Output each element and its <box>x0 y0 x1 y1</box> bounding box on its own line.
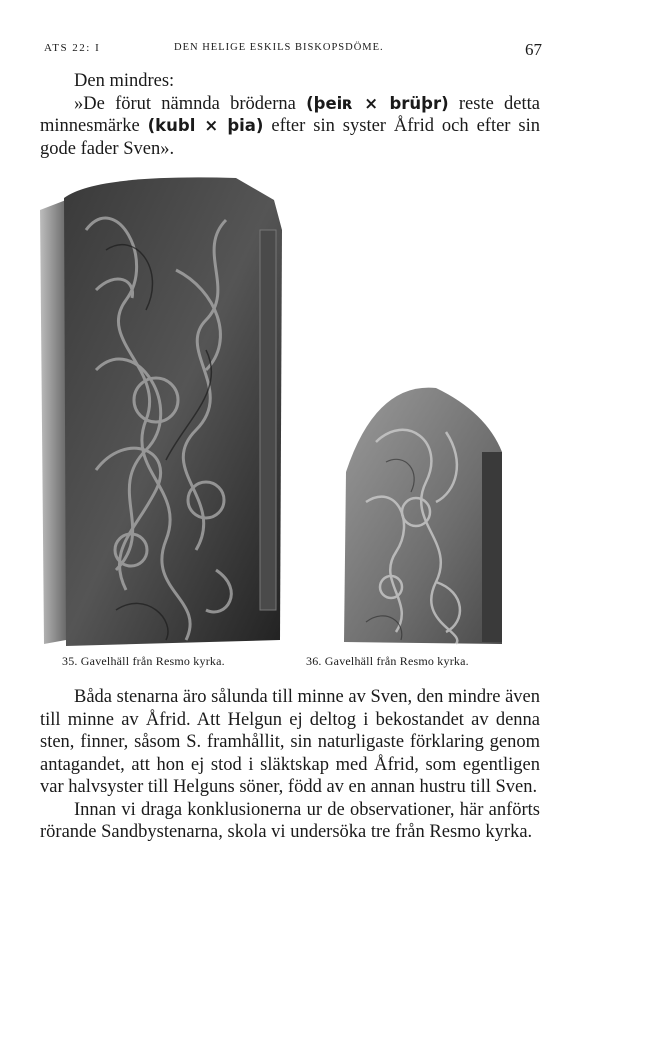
runic-transliteration-1: (þeiʀ × brüþr) <box>306 93 449 113</box>
stone-36-image <box>336 382 506 650</box>
quote-end: efter sin syster Åfrid och efter sin gode fader Sven». <box>40 116 541 159</box>
body-paragraph-1: Båda stenarna äro sålunda till minne av Sven, den mindre även till minne av Åfrid. Att Helgun ej deltog i bekostandet av denna sten, finner, såsom S. framhållit, sin naturligaste förklaring genom antagandet, att hon ej stod i släktskap med Åfrid, som egentligen var halvsyster till Helguns söner, född av en annan hustru till Sven. <box>40 687 540 797</box>
body-text <box>40 686 540 844</box>
header-title: DEN HELIGE ESKILS BISKOPSDÖME. <box>174 42 384 53</box>
page-number: 67 <box>525 40 542 59</box>
figure-36-caption: 36. Gavelhäll från Resmo kyrka. <box>306 654 469 668</box>
figure-35-stone-photo <box>36 170 286 648</box>
body-paragraph-2: Innan vi draga konklusionerna ur de observationer, här anförts rörande Sandbystenarna, skola vi undersöka tre från Resmo kyrka. <box>40 799 540 842</box>
running-head <box>44 40 542 64</box>
quote-mid: reste detta minnesmärke <box>40 93 541 136</box>
quote-start: »De förut nämnda bröderna <box>74 93 307 114</box>
figure-36-stone-photo <box>336 382 506 650</box>
runic-transliteration-2: (kubl × þia) <box>147 116 264 135</box>
stone-35-image <box>36 170 286 648</box>
figure-35-caption: 35. Gavelhäll från Resmo kyrka. <box>62 654 225 668</box>
intro-line: Den mindres: <box>74 71 175 91</box>
intro-text <box>40 70 540 160</box>
inscription-translation <box>40 93 540 161</box>
header-section-ref: ATS 22: I <box>44 42 101 54</box>
